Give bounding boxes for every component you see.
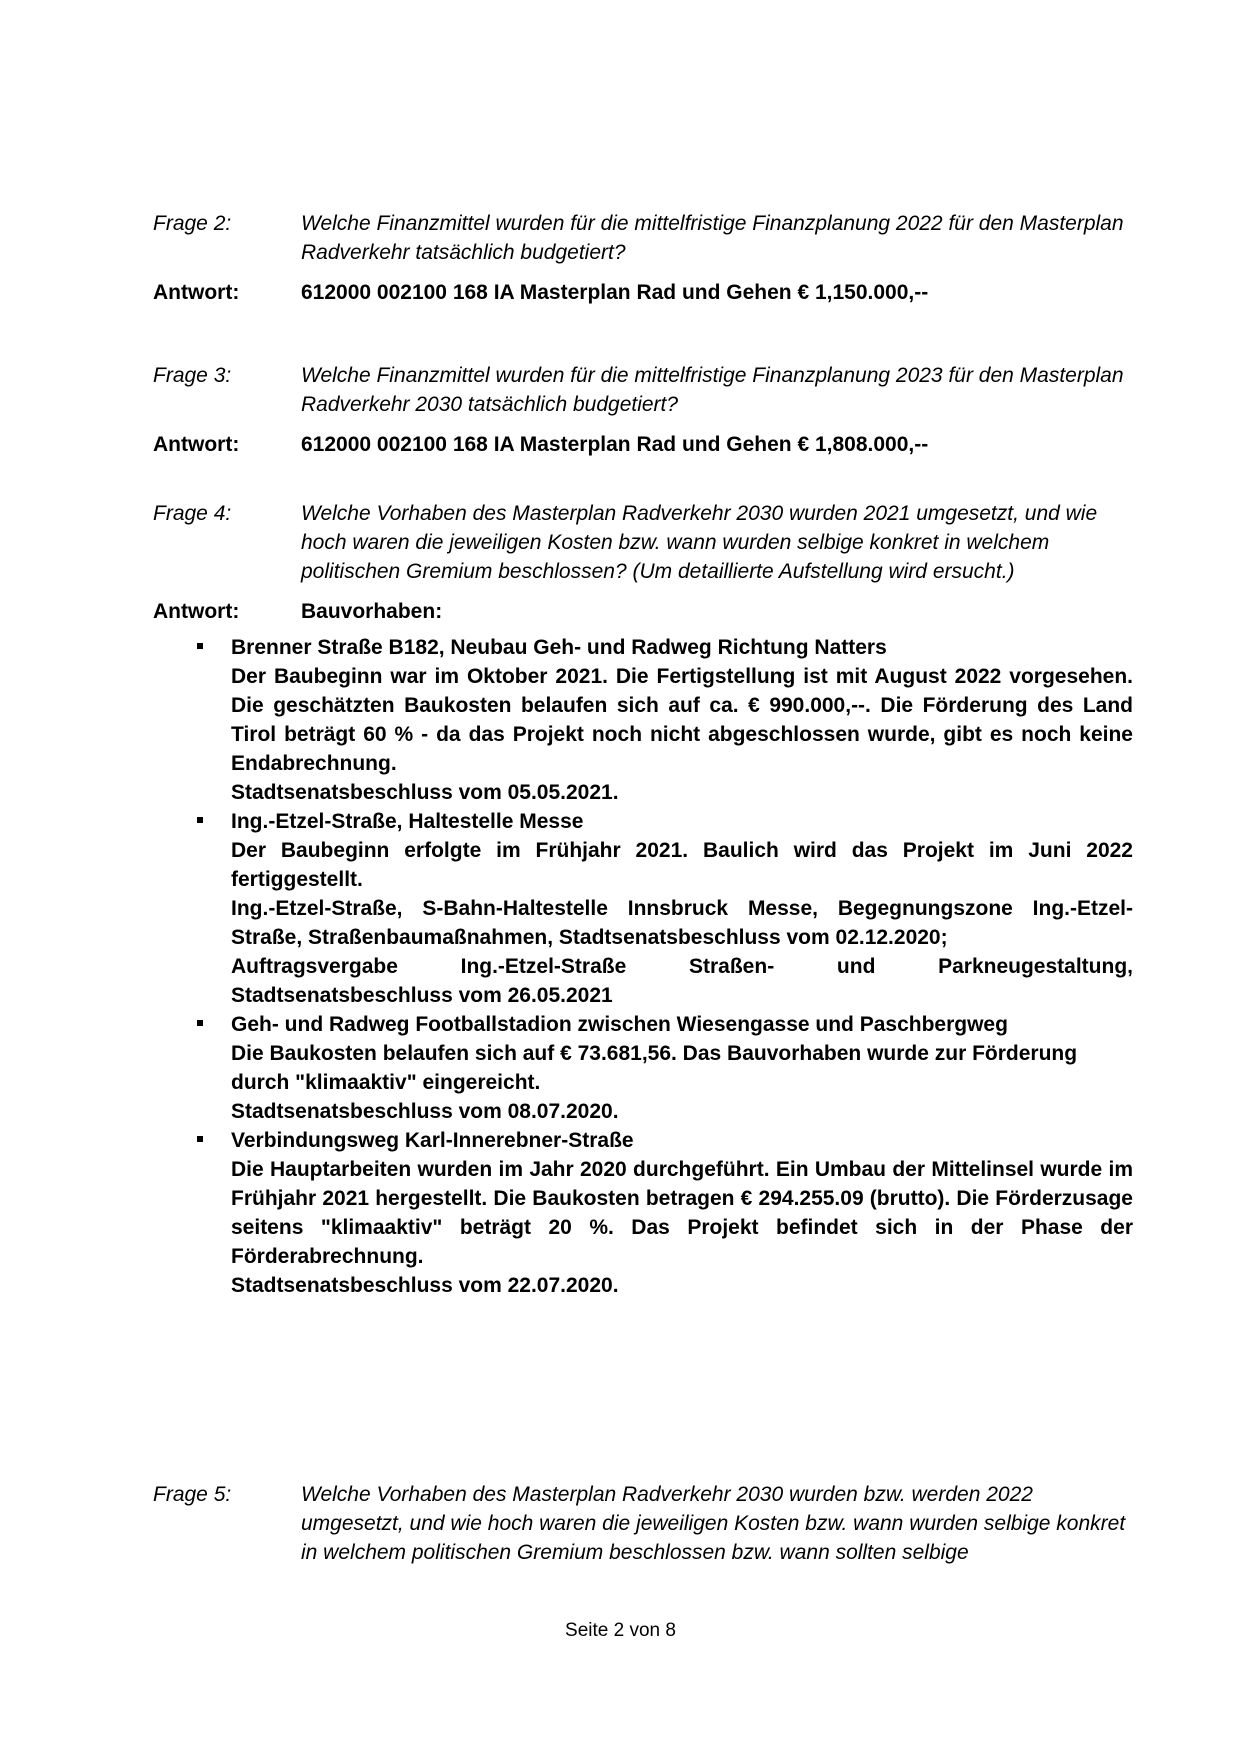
- bullet-square-icon: [195, 807, 231, 1010]
- project-detail: Die Hauptarbeiten wurden im Jahr 2020 durchgeführt. Ein Umbau der Mittelinsel wurde im Frühjahr 2021 hergestellt. Die Baukosten betragen € 294.255.09 (brutto). Die Förderzusage seitens "klimaaktiv" beträgt 20 %. Das Projekt befindet sich in der Phase der Förderabrechnung.: [231, 1158, 1133, 1268]
- answer-4-row: [153, 597, 1133, 626]
- project-title: Geh- und Radweg Footballstadion zwischen Wiesengasse und Paschbergweg: [231, 1013, 1008, 1036]
- project-list: [153, 633, 1133, 1300]
- list-item: [195, 807, 1133, 1010]
- list-item: [195, 1126, 1133, 1300]
- question-label: Frage 2:: [153, 212, 232, 235]
- question-2-block: [153, 209, 1133, 307]
- project-title: Brenner Straße B182, Neubau Geh- und Radweg Richtung Natters: [231, 636, 887, 659]
- question-3-row: [153, 361, 1133, 419]
- list-item: [195, 633, 1133, 807]
- answer-label: Antwort:: [153, 433, 240, 456]
- project-entry: [231, 1010, 1133, 1126]
- question-5-row: [153, 1480, 1133, 1567]
- project-detail: Stadtsenatsbeschluss vom 22.07.2020.: [231, 1274, 619, 1297]
- answer-text: 612000 002100 168 IA Masterplan Rad und Gehen € 1,150.000,--: [301, 281, 929, 304]
- answer-2-row: [153, 278, 1133, 307]
- answer-label: Antwort:: [153, 281, 240, 304]
- project-detail: Stadtsenatsbeschluss vom 08.07.2020.: [231, 1100, 619, 1123]
- project-detail: Stadtsenatsbeschluss vom 05.05.2021.: [231, 781, 619, 804]
- project-detail: Der Baubeginn erfolgte im Frühjahr 2021. Baulich wird das Projekt im Juni 2022 fertiggestellt.: [231, 839, 1133, 891]
- question-label: Frage 5:: [153, 1483, 232, 1506]
- bullet-square-icon: [195, 633, 231, 807]
- question-text: Welche Finanzmittel wurden für die mittelfristige Finanzplanung 2022 für den Masterplan Radverkehr tatsächlich budgetiert?: [301, 212, 1124, 264]
- question-text: Welche Finanzmittel wurden für die mittelfristige Finanzplanung 2023 für den Masterplan Radverkehr 2030 tatsächlich budgetiert?: [301, 364, 1124, 416]
- project-title: Ing.-Etzel-Straße, Haltestelle Messe: [231, 810, 584, 833]
- question-5-block: [153, 1480, 1133, 1567]
- question-label: Frage 4:: [153, 502, 232, 525]
- project-detail: Auftragsvergabe Ing.-Etzel-Straße Straßen- und Parkneugestaltung, Stadtsenatsbeschluss vom 26.05.2021: [231, 955, 1133, 1007]
- page-number: Seite 2 von 8: [565, 1620, 676, 1641]
- question-3-block: [153, 361, 1133, 459]
- answer-heading: Bauvorhaben:: [301, 600, 443, 623]
- answer-3-row: [153, 430, 1133, 459]
- project-entry: [231, 1126, 1133, 1300]
- answer-label: Antwort:: [153, 600, 240, 623]
- question-4-row: [153, 499, 1133, 586]
- project-detail: Der Baubeginn war im Oktober 2021. Die Fertigstellung ist mit August 2022 vorgesehen. Die geschätzten Baukosten belaufen sich auf ca. € 990.000,--. Die Förderung des Land Tirol beträgt 60 % - da das Projekt noch nicht abgeschlossen wurde, gibt es noch keine Endabrechnung.: [231, 665, 1133, 775]
- project-title: Verbindungsweg Karl-Innerebner-Straße: [231, 1129, 634, 1152]
- project-entry: [231, 807, 1133, 1010]
- question-text: Welche Vorhaben des Masterplan Radverkehr 2030 wurden 2021 umgesetzt, und wie hoch waren die jeweiligen Kosten bzw. wann wurden selbige konkret in welchem politischen Gremium beschlossen? (Um detaillierte Aufstellung wird ersucht.): [301, 502, 1098, 583]
- project-detail: Die Baukosten belaufen sich auf € 73.681,56. Das Bauvorhaben wurde zur Förderung durch "klimaaktiv" eingereicht.: [231, 1042, 1078, 1094]
- question-label: Frage 3:: [153, 364, 232, 387]
- question-2-row: [153, 209, 1133, 267]
- bullet-square-icon: [195, 1126, 231, 1300]
- answer-text: 612000 002100 168 IA Masterplan Rad und Gehen € 1,808.000,--: [301, 433, 929, 456]
- question-text: Welche Vorhaben des Masterplan Radverkehr 2030 wurden bzw. werden 2022 umgesetzt, und wie hoch waren die jeweiligen Kosten bzw. wann wurden selbige konkret in welchem politischen Gremium beschlossen bzw. wann sollten selbige: [301, 1483, 1126, 1564]
- bullet-square-icon: [195, 1010, 231, 1126]
- project-detail: Ing.-Etzel-Straße, S-Bahn-Haltestelle Innsbruck Messe, Begegnungszone Ing.-Etzel-Straße, Straßenbaumaßnahmen, Stadtsenatsbeschluss vom 02.12.2020;: [231, 897, 1133, 949]
- question-4-block: [153, 499, 1133, 1300]
- list-item: [195, 1010, 1133, 1126]
- project-entry: [231, 633, 1133, 807]
